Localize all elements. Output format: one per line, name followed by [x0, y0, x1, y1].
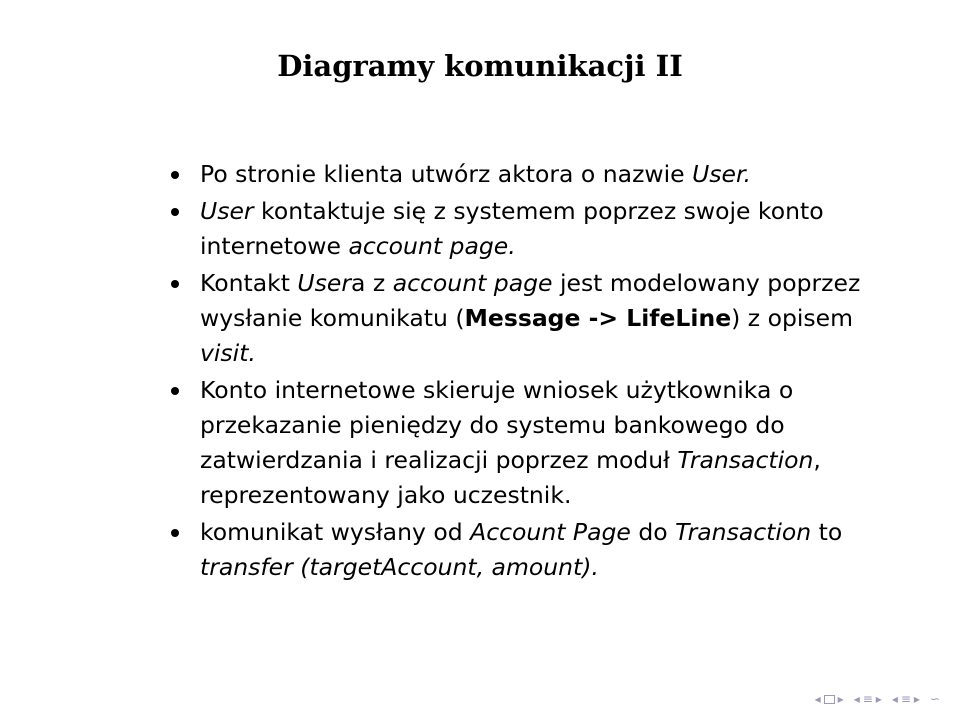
nav-section-icon[interactable]: ≡	[900, 692, 911, 706]
bullet-text-segment: to	[811, 518, 843, 546]
bullet-text-segment: transfer (targetAccount, amount).	[200, 553, 599, 581]
nav-section-controls[interactable]: ◂ ≡ ▸	[891, 692, 920, 706]
bullet-text-segment: User.	[692, 160, 751, 188]
bullet-text-segment: visit.	[200, 339, 256, 367]
bullet-dot-icon	[171, 208, 179, 216]
nav-frame-icon[interactable]	[824, 695, 835, 704]
nav-next-icon[interactable]: ▸	[837, 692, 844, 706]
bullet-item	[162, 266, 882, 371]
bullet-text-segment: User	[200, 197, 254, 225]
bullet-text-segment: account page.	[348, 232, 516, 260]
bullet-text-segment: komunikat wysłany od	[200, 518, 471, 546]
bullet-text-segment: Message -> LifeLine	[464, 304, 732, 332]
nav-frame-controls[interactable]	[815, 692, 844, 706]
bullet-list	[162, 157, 882, 587]
bullet-text-segment: Kontakt	[200, 269, 298, 297]
nav-subsection-controls[interactable]: ◂ ≡ ▸	[853, 692, 882, 706]
bullet-item	[162, 157, 882, 192]
bullet-text-segment: Transaction	[677, 446, 814, 474]
bullet-text-segment: ) z opisem	[731, 304, 854, 332]
bullet-dot-icon	[171, 280, 179, 288]
bullet-dot-icon	[171, 171, 179, 179]
bullet-item	[162, 373, 882, 513]
bullet-text-segment: Transaction	[675, 518, 812, 546]
nav-prev-icon[interactable]: ◂	[814, 692, 821, 706]
bullet-text-segment: User	[297, 269, 351, 297]
navigation-bar	[815, 692, 940, 706]
nav-search-icon[interactable]: ∽	[929, 692, 940, 706]
bullet-text-segment: kontaktuje się z systemem poprzez swoje konto internetowe	[200, 197, 824, 260]
bullet-text-segment: Po stronie klienta utwórz aktora o nazwie	[200, 160, 693, 188]
bullet-text-segment: Account Page	[470, 518, 631, 546]
nav-subsection-icon[interactable]: ≡	[862, 692, 873, 706]
bullet-text-segment: jest modelowany poprzez wysłanie komunikatu (	[200, 269, 861, 332]
bullet-text-segment: a z	[351, 269, 393, 297]
slide-title: Diagramy komunikacji II	[277, 49, 683, 83]
bullet-dot-icon	[171, 529, 179, 537]
bullet-item	[162, 194, 882, 264]
bullet-text-segment: do	[630, 518, 676, 546]
bullet-text-segment: account page	[392, 269, 553, 297]
bullet-item	[162, 515, 882, 585]
bullet-text-segment: Konto internetowe skieruje wniosek użytkownika o przekazanie pieniędzy do systemu bankowego do zatwierdzania i realizacji poprzez moduł	[200, 376, 794, 474]
bullet-text-segment: , reprezentowany jako uczestnik.	[200, 446, 821, 509]
bullet-dot-icon	[171, 387, 179, 395]
